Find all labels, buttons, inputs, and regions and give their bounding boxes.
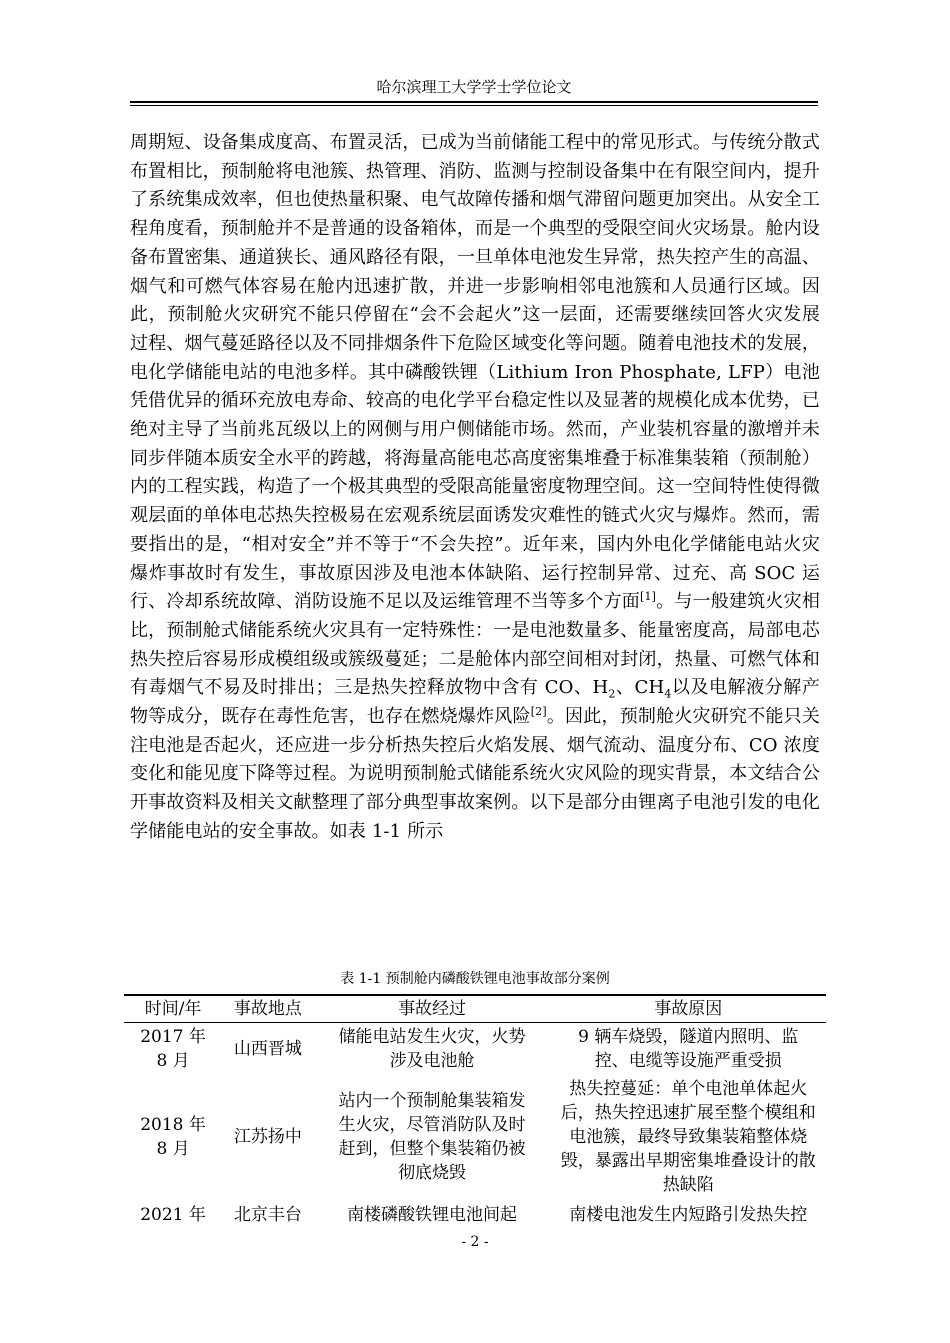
accident-case-table bbox=[124, 994, 826, 1229]
cell-location: 北京丰台 bbox=[233, 1205, 302, 1225]
table-caption: 表 1-1 预制舱内磷酸铁锂电池事故部分案例 bbox=[340, 971, 610, 987]
table-row bbox=[124, 1023, 826, 1076]
table-row bbox=[124, 1199, 826, 1229]
cell-time: 2017 年 8 月 bbox=[140, 1027, 206, 1071]
cell-process: 储能电站发生火灾，火势涉及电池舱 bbox=[338, 1027, 526, 1071]
body-text-part-1: 周期短、设备集成度高、布置灵活，已成为当前储能工程中的常见形式。与传统分散式布置相比，预制舱将电池簇、热管理、消防、监测与控制设备集中在有限空间内，提升了系统集成效率，但也使热量积聚、电气故障传播和烟气滞留问题更加突出。从安全工程角度看，预制舱并不是普通的设备箱体，而是一个典型的受限空间火灾场景。舱内设备布置密集、通道狭长、通风路径有限，一旦单体电池发生异常，热失控产生的高温、烟气和可燃气体容易在舱内迅速扩散，并进一步影响相邻电池簇和人员通行区域。因此，预制舱火灾研究不能只停留在“会不会起火”这一层面，还需要继续回答火灾发展过程、烟气蔓延路径以及不同排烟条件下危险区域变化等问题。随着电池技术的发展，电化学储能电站的电池多样。其中磷酸铁锂（Lithium Iron Phosphate, LFP）电池凭借优异的循环充放电寿命、较高的电化学平台稳定性以及显著的规模化成本优势，已绝对主导了当前兆瓦级以上的网侧与用户侧储能市场。然而，产业装机容量的激增并未同步伴随本质安全水平的跨越，将海量高能电芯高度密集堆叠于标准集装箱（预制舱）内的工程实践，构造了一个极其典型的受限高能量密度物理空间。这一空间特性使得微观层面的单体电芯热失控极易在宏观系统层面诱发灾难性的链式火灾与爆炸。然而，需要指出的是，“相对安全”并不等于“不会失控”。近年来，国内外电化学储能电站火灾爆炸事故时有发生，事故原因涉及电池本体缺陷、运行控制异常、过充、高 SOC 运行、冷却系统故障、消防设施不足以及运维管理不当等多个方面 bbox=[130, 132, 820, 613]
cell-location: 山西晋城 bbox=[233, 1039, 302, 1059]
table-row bbox=[124, 1075, 826, 1199]
header-process: 事故经过 bbox=[398, 999, 467, 1019]
body-paragraph bbox=[130, 129, 820, 847]
cell-cause: 9 辆车烧毁，隧道内照明、监控、电缆等设施严重受损 bbox=[578, 1027, 799, 1071]
cell-process: 南楼磷酸铁锂电池间起 bbox=[347, 1205, 518, 1225]
subscript-h2: 2 bbox=[608, 687, 616, 701]
header-cause: 事故原因 bbox=[654, 999, 723, 1019]
cell-time: 2018 年 8 月 bbox=[140, 1115, 206, 1159]
header-rule-thin bbox=[130, 105, 818, 106]
cell-location: 江苏扬中 bbox=[233, 1127, 302, 1147]
header-location: 事故地点 bbox=[233, 999, 302, 1019]
citation-2: [2] bbox=[530, 705, 547, 719]
body-text-part-4: 以及电解液分解产物等成分，既存在毒性危害，也存在燃烧爆炸风险 bbox=[130, 677, 821, 728]
body-text-part-5: 。因此，预制舱火灾研究不能只关注电池是否起火，还应进一步分析热失控后火焰发展、烟气流动、温度分布、CO 浓度变化和能见度下降等过程。为说明预制舱式储能系统火灾风险的现实背景，本文结合公开事故资料及相关文献整理了部分典型事故案例。以下是部分由锂离子电池引发的电化学储能电站的安全事故。如表 1-1 所示 bbox=[130, 706, 820, 842]
table-header-row bbox=[124, 995, 826, 1023]
citation-1: [1] bbox=[640, 590, 657, 604]
page-number: - 2 - bbox=[461, 1234, 489, 1250]
subscript-ch4: 4 bbox=[664, 687, 672, 701]
running-header: 哈尔滨理工大学学士学位论文 bbox=[376, 78, 572, 96]
cell-cause: 南楼电池发生内短路引发热失控 bbox=[569, 1205, 808, 1225]
header-rule-thick bbox=[130, 101, 818, 103]
cell-cause: 热失控蔓延：单个电池单体起火后，热失控迅速扩展至整个模组和电池簇，最终导致集装箱整体烧毁，暴露出早期密集堆叠设计的散热缺陷 bbox=[560, 1079, 816, 1195]
cell-time: 2021 年 bbox=[140, 1205, 206, 1225]
body-text-part-3: 、CH bbox=[615, 677, 665, 699]
header-time: 时间/年 bbox=[144, 999, 202, 1019]
cell-process: 站内一个预制舱集装箱发生火灾，尽管消防队及时赶到，但整个集装箱仍被彻底烧毁 bbox=[338, 1091, 526, 1183]
body-text-part-2: 。与一般建筑火灾相比，预制舱式储能系统火灾具有一定特殊性：一是电池数量多、能量密度高，局部电芯热失控后容易形成模组级或簇级蔓延；二是舱体内部空间相对封闭，热量、可燃气体和有毒烟气不易及时排出；三是热失控释放物中含有 CO、H bbox=[130, 591, 820, 699]
